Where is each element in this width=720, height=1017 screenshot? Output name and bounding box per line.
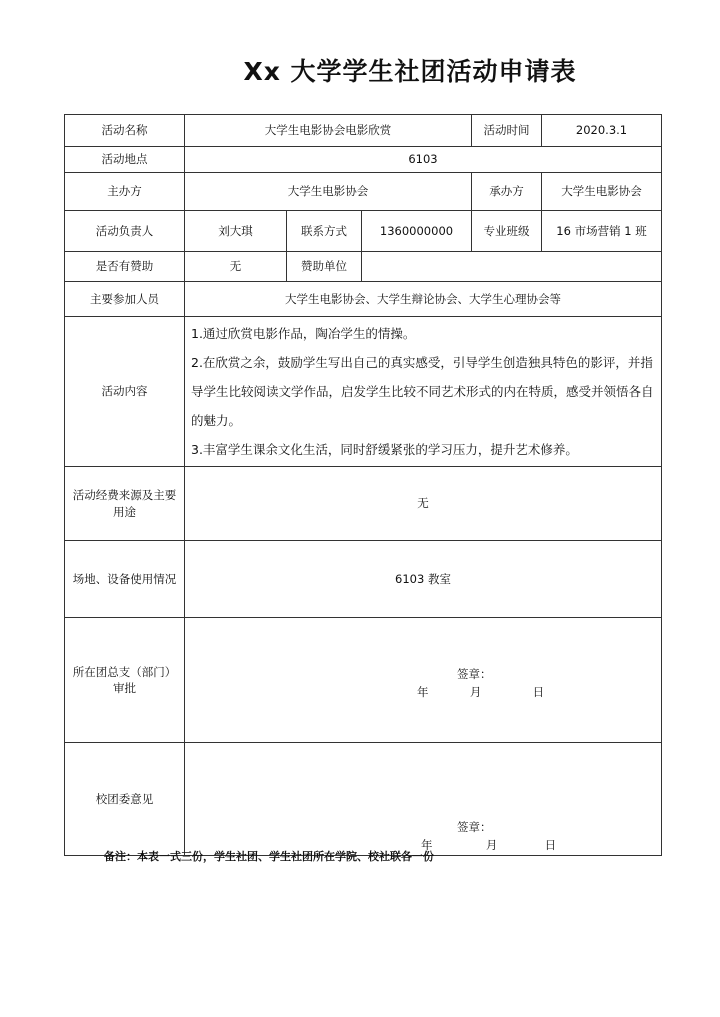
contact-label: 联系方式 — [287, 211, 362, 252]
content-line-3: 3.丰富学生课余文化生活，同时舒缓紧张的学习压力，提升艺术修养。 — [191, 442, 578, 457]
dept-approval-label: 所在团总支（部门）审批 — [65, 618, 185, 743]
participants-label: 主要参加人员 — [65, 282, 185, 317]
dept-month-label: 月 — [469, 685, 482, 699]
row-sponsor — [65, 252, 662, 282]
application-form-table — [64, 114, 662, 856]
activity-name-label: 活动名称 — [65, 115, 185, 147]
row-activity-name — [65, 115, 662, 147]
dept-signature-label: 签章： — [457, 667, 492, 681]
leader-label: 活动负责人 — [65, 211, 185, 252]
league-opinion-label: 校团委意见 — [65, 743, 185, 856]
row-organizer — [65, 173, 662, 211]
co-organizer-label: 承办方 — [472, 173, 542, 211]
league-opinion-area — [185, 743, 662, 856]
content-line-1: 1.通过欣赏电影作品，陶冶学生的情操。 — [191, 326, 416, 341]
document-title: Xx 大学学生社团活动申请表 — [243, 57, 577, 86]
row-dept-approval — [65, 618, 662, 743]
sponsor-unit-value — [362, 252, 662, 282]
location-value: 6103 — [185, 147, 662, 173]
row-venue — [65, 541, 662, 618]
activity-time-label: 活动时间 — [472, 115, 542, 147]
sponsor-value: 无 — [185, 252, 287, 282]
location-label: 活动地点 — [65, 147, 185, 173]
co-organizer-value: 大学生电影协会 — [542, 173, 662, 211]
content-line-2: 2.在欣赏之余，鼓励学生写出自己的真实感受，引导学生创造独具特色的影评，并指导学生比较阅读文学作品，启发学生比较不同艺术形式的内在特质，感受并领悟各自的魅力。 — [191, 355, 654, 428]
league-signature-label: 签章： — [457, 820, 492, 834]
venue-value: 6103 教室 — [185, 541, 662, 618]
league-day-label: 日 — [544, 838, 557, 852]
dept-day-label: 日 — [532, 685, 545, 699]
row-location — [65, 147, 662, 173]
row-participants — [65, 282, 662, 317]
content-label: 活动内容 — [65, 317, 185, 467]
content-value — [185, 317, 662, 467]
sponsor-unit-label: 赞助单位 — [287, 252, 362, 282]
venue-label: 场地、设备使用情况 — [65, 541, 185, 618]
organizer-label: 主办方 — [65, 173, 185, 211]
dept-year-label: 年 — [417, 685, 429, 699]
footnote: 备注：本表一式三份，学生社团、学生社团所在学院、校社联各一份 — [104, 850, 434, 863]
organizer-value: 大学生电影协会 — [185, 173, 472, 211]
dept-approval-area — [185, 618, 662, 743]
row-funds — [65, 467, 662, 541]
sponsor-label: 是否有赞助 — [65, 252, 185, 282]
participants-value: 大学生电影协会、大学生辩论协会、大学生心理协会等 — [185, 282, 662, 317]
leader-value: 刘大琪 — [185, 211, 287, 252]
league-year-label: 年 — [421, 838, 433, 852]
activity-time-value: 2020.3.1 — [542, 115, 662, 147]
funds-value: 无 — [185, 467, 662, 541]
row-league-opinion — [65, 743, 662, 856]
row-content — [65, 317, 662, 467]
major-class-value: 16 市场营销 1 班 — [542, 211, 662, 252]
contact-value: 1360000000 — [362, 211, 472, 252]
activity-name-value: 大学生电影协会电影欣赏 — [185, 115, 472, 147]
funds-label: 活动经费来源及主要用途 — [65, 467, 185, 541]
league-month-label: 月 — [485, 838, 498, 852]
row-leader — [65, 211, 662, 252]
major-class-label: 专业班级 — [472, 211, 542, 252]
